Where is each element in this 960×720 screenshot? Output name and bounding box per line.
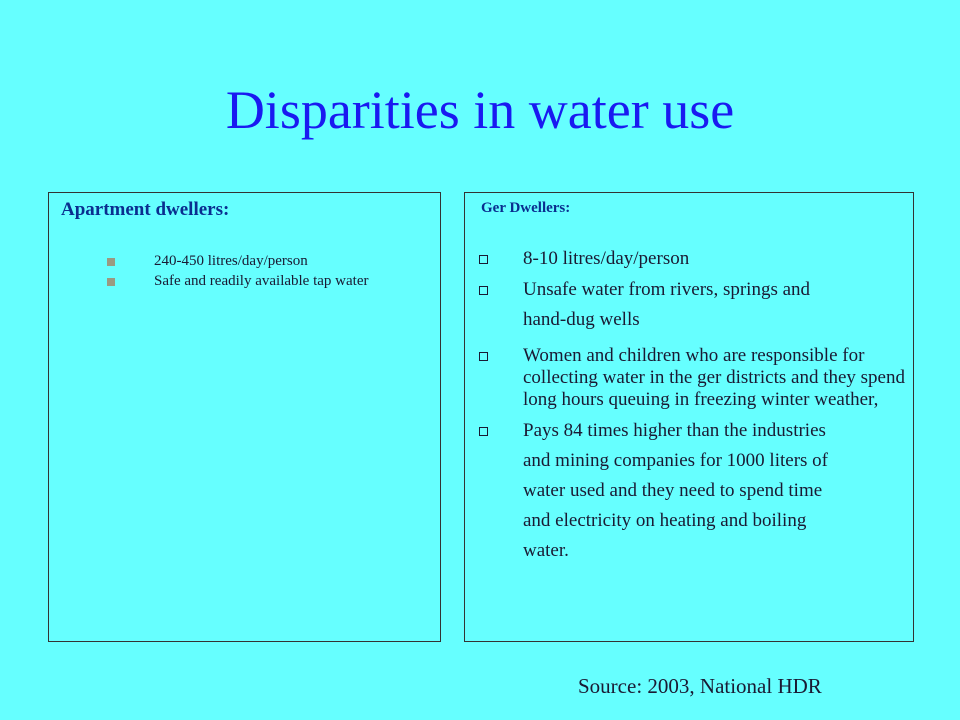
list-item — [478, 420, 910, 442]
slide-title: Disparities in water use — [225, 80, 735, 140]
list-item-text: Safe and readily available tap water — [154, 273, 369, 289]
ger-dwellers-heading: Ger Dwellers: — [481, 200, 571, 216]
hollow-square-bullet-icon — [479, 352, 488, 361]
list-item — [478, 248, 910, 270]
square-bullet-icon — [107, 258, 115, 266]
list-item-text: 240-450 litres/day/person — [154, 253, 308, 269]
ger-dwellers-list — [478, 248, 910, 562]
list-item — [478, 279, 910, 301]
apartment-dwellers-list — [107, 253, 437, 293]
list-item-continuation: water. — [523, 540, 569, 561]
apartment-dwellers-heading: Apartment dwellers: — [61, 199, 230, 220]
hollow-square-bullet-icon — [479, 427, 488, 436]
list-item — [107, 253, 437, 269]
list-item-continuation: and mining companies for 1000 liters of — [523, 450, 828, 471]
source-citation: Source: 2003, National HDR — [578, 674, 822, 698]
list-item-text: Unsafe water from rivers, springs and — [523, 279, 811, 300]
hollow-square-bullet-icon — [479, 286, 488, 295]
list-item-text: Women and children who are responsible for collecting water in the ger districts and they spend long hours queuing in freezing winter weather, — [523, 345, 905, 410]
square-bullet-icon — [107, 278, 115, 286]
hollow-square-bullet-icon — [479, 255, 488, 264]
apartment-dwellers-panel — [48, 192, 441, 642]
list-item — [478, 345, 910, 411]
list-item-continuation: and electricity on heating and boiling — [523, 510, 807, 531]
list-item — [107, 273, 437, 289]
list-item-continuation: water used and they need to spend time — [523, 480, 823, 501]
list-item-text: 8-10 litres/day/person — [523, 248, 690, 269]
list-item-continuation: hand-dug wells — [523, 309, 640, 330]
ger-dwellers-panel — [464, 192, 914, 642]
list-item-text: Pays 84 times higher than the industries — [523, 420, 826, 441]
